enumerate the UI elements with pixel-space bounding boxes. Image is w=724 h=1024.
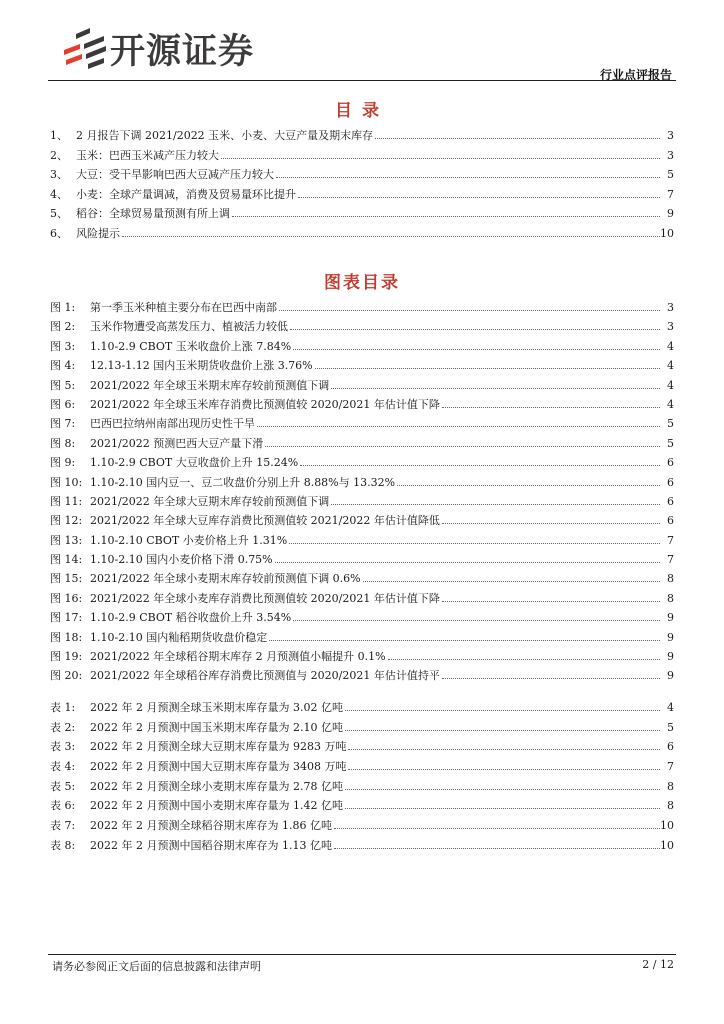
table-num: 表 7: xyxy=(50,819,76,833)
figure-text: 1.10-2.10 国内小麦价格下滑 0.75% xyxy=(90,553,273,567)
figure-page: 3 xyxy=(667,320,674,334)
figure-page: 8 xyxy=(667,572,674,586)
table-page: 6 xyxy=(667,740,674,754)
toc-num: 1、 xyxy=(50,129,68,142)
table-text: 2022 年 2 月预测全球大豆期末库存量为 9283 万吨 xyxy=(90,740,347,754)
kaiyuan-logo-icon xyxy=(60,20,110,70)
figure-num: 图 1: xyxy=(50,301,76,314)
figure-text: 2021/2022 年全球玉米库存消费比预测值较 2020/2021 年估计值下降 xyxy=(90,397,440,411)
figure-text: 2021/2022 年全球稻谷库存消费比预测值与 2020/2021 年估计值持平 xyxy=(90,669,440,683)
figure-entry-16[interactable] xyxy=(50,589,674,608)
table-entry-3[interactable] xyxy=(50,737,674,757)
footer-divider xyxy=(48,954,676,955)
figure-page: 7 xyxy=(667,533,674,547)
figure-page: 7 xyxy=(667,553,674,567)
figure-num: 图 19: xyxy=(50,650,83,664)
figure-num: 图 17: xyxy=(50,611,83,625)
figure-entry-12[interactable] xyxy=(50,511,674,530)
figure-page: 6 xyxy=(667,514,674,528)
table-text: 2022 年 2 月预测全球小麦期末库存量为 2.78 亿吨 xyxy=(90,779,343,793)
figure-text: 第一季玉米种植主要分布在巴西中南部 xyxy=(90,301,277,314)
toc-text: 风险提示 xyxy=(76,226,120,240)
toc-num: 2、 xyxy=(50,148,68,162)
figure-entry-1[interactable] xyxy=(50,298,674,317)
figure-num: 图 6: xyxy=(50,397,76,411)
figures-toc-title: 图表目录 xyxy=(324,273,400,293)
figure-page: 4 xyxy=(667,397,674,411)
page-header xyxy=(48,14,676,80)
table-page: 4 xyxy=(667,701,674,714)
figure-text: 玉米作物遭受高蒸发压力、植被活力较低 xyxy=(90,320,288,334)
figure-page: 9 xyxy=(667,669,674,683)
figure-text: 1.10-2.10 CBOT 小麦价格上升 1.31% xyxy=(90,533,288,547)
figure-text: 2021/2022 年全球大豆期末库存较前预测值下调 xyxy=(90,494,330,508)
table-num: 表 6: xyxy=(50,799,76,813)
figure-num: 图 2: xyxy=(50,320,76,334)
toc-title: 目录 xyxy=(335,101,389,121)
toc-page: 3 xyxy=(667,148,674,162)
report-type-label: 行业点评报告 xyxy=(599,68,672,82)
figure-entry-10[interactable] xyxy=(50,473,674,492)
figure-entry-18[interactable] xyxy=(50,628,674,647)
figure-entry-5[interactable] xyxy=(50,376,674,395)
table-num: 表 2: xyxy=(50,720,76,734)
table-num: 表 3: xyxy=(50,740,76,754)
table-entry-4[interactable] xyxy=(50,757,674,777)
figure-num: 图 11: xyxy=(50,494,83,508)
table-entry-5[interactable] xyxy=(50,777,674,797)
toc-page: 9 xyxy=(667,207,674,221)
figure-text: 2021/2022 年全球玉米期末库存较前预测值下调 xyxy=(90,378,330,392)
toc-text: 稻谷：全球贸易量预测有所上调 xyxy=(76,207,230,221)
figure-page: 4 xyxy=(667,339,674,353)
figure-page: 8 xyxy=(667,591,674,605)
figure-num: 图 14: xyxy=(50,553,83,567)
figure-page: 4 xyxy=(667,378,674,392)
toc-page: 5 xyxy=(667,168,674,182)
figure-entry-4[interactable] xyxy=(50,356,674,375)
figure-text: 2021/2022 年全球小麦期末库存较前预测值下调 0.6% xyxy=(90,572,361,586)
figure-text: 2021/2022 预测巴西大豆产量下滑 xyxy=(90,436,264,450)
figure-entry-9[interactable] xyxy=(50,453,674,472)
figure-page: 6 xyxy=(667,475,674,489)
figure-entry-14[interactable] xyxy=(50,550,674,569)
toc-page: 7 xyxy=(667,187,674,201)
table-text: 2022 年 2 月预测全球稻谷期末库存为 1.86 亿吨 xyxy=(90,819,332,833)
figure-entry-3[interactable] xyxy=(50,337,674,356)
toc-list xyxy=(50,126,674,244)
figure-page: 5 xyxy=(667,436,674,450)
logo-text: 开源证券 xyxy=(110,32,255,72)
table-entry-8[interactable] xyxy=(50,836,674,856)
table-page: 8 xyxy=(667,799,674,813)
figure-page: 5 xyxy=(667,417,674,431)
figure-text: 1.10-2.10 国内豆一、豆二收盘价分别上升 8.88%与 13.32% xyxy=(90,475,396,489)
figure-entry-8[interactable] xyxy=(50,434,674,453)
table-num: 表 4: xyxy=(50,760,76,774)
toc-text: 玉米：巴西玉米减产压力较大 xyxy=(76,148,219,162)
figure-num: 图 18: xyxy=(50,630,83,644)
toc-entry-5[interactable] xyxy=(50,204,674,224)
figure-text: 2021/2022 年全球小麦库存消费比预测值较 2020/2021 年估计值下降 xyxy=(90,591,440,605)
figure-page: 3 xyxy=(667,301,674,314)
table-text: 2022 年 2 月预测中国小麦期末库存量为 1.42 亿吨 xyxy=(90,799,343,813)
figure-page: 6 xyxy=(667,494,674,508)
figure-page: 4 xyxy=(667,359,674,373)
toc-text: 小麦：全球产量调减，消费及贸易量环比提升 xyxy=(76,187,296,201)
table-page: 10 xyxy=(660,838,674,852)
figure-entry-17[interactable] xyxy=(50,608,674,627)
toc-num: 4、 xyxy=(50,187,68,201)
table-num: 表 5: xyxy=(50,779,76,793)
figure-page: 9 xyxy=(667,650,674,664)
figure-entry-6[interactable] xyxy=(50,395,674,414)
header-divider xyxy=(48,80,676,81)
toc-entry-6[interactable] xyxy=(50,224,674,244)
table-page: 10 xyxy=(660,819,674,833)
footer-page-number: 2 / 12 xyxy=(642,958,674,971)
figure-num: 图 20: xyxy=(50,669,83,683)
tables-list xyxy=(50,698,674,856)
figure-page: 9 xyxy=(667,611,674,625)
toc-page: 3 xyxy=(667,129,674,142)
toc-page: 10 xyxy=(660,226,674,240)
table-text: 2022 年 2 月预测中国玉米期末库存量为 2.10 亿吨 xyxy=(90,720,343,734)
figure-entry-11[interactable] xyxy=(50,492,674,511)
figure-num: 图 7: xyxy=(50,417,76,431)
figure-num: 图 3: xyxy=(50,339,76,353)
figure-text: 1.10-2.9 CBOT 玉米收盘价上涨 7.84% xyxy=(90,339,292,353)
figure-entry-7[interactable] xyxy=(50,414,674,433)
figure-text: 1.10-2.9 CBOT 稻谷收盘价上升 3.54% xyxy=(90,611,292,625)
toc-entry-3[interactable] xyxy=(50,165,674,185)
figure-entry-2[interactable] xyxy=(50,317,674,336)
toc-entry-1[interactable] xyxy=(50,126,674,146)
figure-text: 巴西巴拉纳州南部出现历史性干旱 xyxy=(90,417,255,431)
figure-num: 图 13: xyxy=(50,533,83,547)
figure-text: 2021/2022 年全球大豆库存消费比预测值较 2021/2022 年估计值降低 xyxy=(90,514,440,528)
table-page: 8 xyxy=(667,779,674,793)
figure-num: 图 5: xyxy=(50,378,76,392)
toc-num: 3、 xyxy=(50,168,68,182)
table-entry-2[interactable] xyxy=(50,718,674,738)
figure-text: 1.10-2.10 国内籼稻期货收盘价稳定 xyxy=(90,630,268,644)
toc-entry-4[interactable] xyxy=(50,185,674,205)
figure-entry-15[interactable] xyxy=(50,569,674,588)
toc-entry-2[interactable] xyxy=(50,146,674,166)
table-entry-6[interactable] xyxy=(50,796,674,816)
figure-num: 图 10: xyxy=(50,475,83,489)
figure-text: 1.10-2.9 CBOT 大豆收盘价上升 15.24% xyxy=(90,456,299,470)
table-page: 7 xyxy=(667,760,674,774)
table-text: 2022 年 2 月预测中国大豆期末库存量为 3408 万吨 xyxy=(90,760,347,774)
figure-num: 图 12: xyxy=(50,514,83,528)
figure-page: 9 xyxy=(667,630,674,644)
toc-num: 6、 xyxy=(50,226,68,240)
table-entry-7[interactable] xyxy=(50,816,674,836)
figures-list xyxy=(50,298,674,686)
table-text: 2022 年 2 月预测中国稻谷期末库存为 1.13 亿吨 xyxy=(90,838,332,852)
figure-entry-20[interactable] xyxy=(50,666,674,685)
figure-num: 图 15: xyxy=(50,572,83,586)
table-num: 表 8: xyxy=(50,838,76,852)
footer-disclaimer: 请务必参阅正文后面的信息披露和法律声明 xyxy=(52,960,261,973)
figure-text: 2021/2022 年全球稻谷期末库存 2 月预测值小幅提升 0.1% xyxy=(90,650,386,664)
figure-num: 图 4: xyxy=(50,359,76,373)
figure-entry-13[interactable] xyxy=(50,531,674,550)
toc-text: 2 月报告下调 2021/2022 玉米、小麦、大豆产量及期末库存 xyxy=(76,129,374,142)
table-page: 5 xyxy=(667,720,674,734)
figure-num: 图 16: xyxy=(50,591,83,605)
figure-page: 6 xyxy=(667,456,674,470)
figure-num: 图 9: xyxy=(50,456,76,470)
table-num: 表 1: xyxy=(50,701,76,714)
figure-num: 图 8: xyxy=(50,436,76,450)
table-text: 2022 年 2 月预测全球玉米期末库存量为 3.02 亿吨 xyxy=(90,701,343,714)
table-entry-1[interactable] xyxy=(50,698,674,718)
toc-num: 5、 xyxy=(50,207,68,221)
figure-text: 12.13-1.12 国内玉米期货收盘价上涨 3.76% xyxy=(90,359,313,373)
figure-entry-19[interactable] xyxy=(50,647,674,666)
toc-text: 大豆：受干旱影响巴西大豆减产压力较大 xyxy=(76,168,274,182)
